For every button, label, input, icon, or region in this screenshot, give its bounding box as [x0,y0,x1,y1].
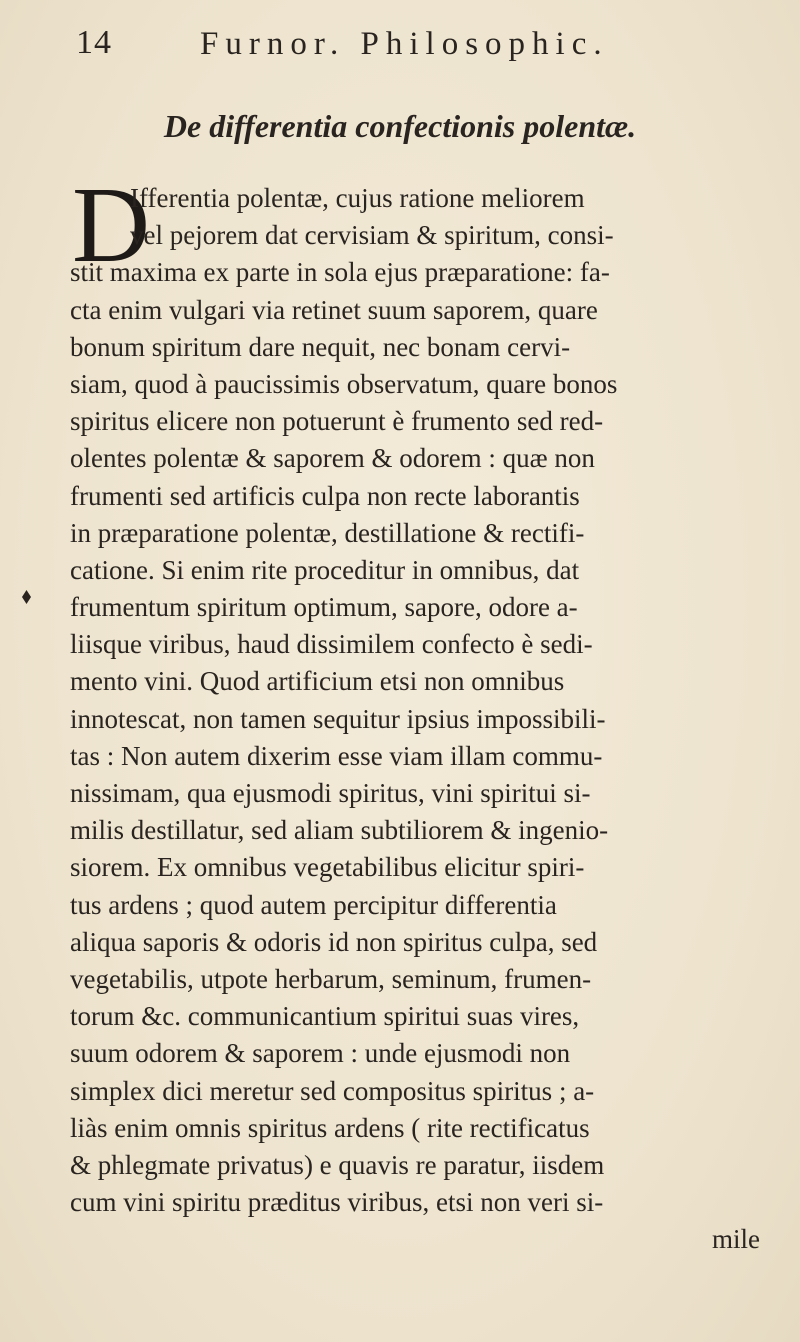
text-line: torum &c. communicantium spiritui suas vires, [70,1001,580,1032]
text-line: frumentum spiritum optimum, sapore, odore a- [70,592,578,623]
margin-mark-icon [22,590,31,604]
text-line: mento vini. Quod artificium etsi non omnibus [70,666,565,697]
text-line: spiritus elicere non potuerunt è frumento sed red- [70,406,604,437]
text-line: Ifferentia polentæ, cujus ratione meliorem [130,183,585,213]
text-line: siam, quod à paucissimis observatum, quare bonos [70,368,618,399]
text-line: bonum spiritum dare nequit, nec bonam cervi- [70,331,571,362]
text-line: tus ardens ; quod autem percipitur differentia [70,889,557,920]
text-line: milis destillatur, sed aliam subtiliorem & ingenio- [70,815,609,846]
section-title: De differentia confectionis polentæ. [163,108,637,144]
text-line: vegetabilis, utpote herbarum, seminum, frumen- [70,963,592,994]
text-line: catione. Si enim rite proceditur in omnibus, dat [70,554,580,585]
text-line: tas : Non autem dixerim esse viam illam commu- [70,740,603,771]
text-line: liàs enim omnis spiritus ardens ( rite rectificatus [70,1112,590,1143]
text-line: & phlegmate privatus) e quavis re paratur, iisdem [70,1149,605,1180]
text-line: stit maxima ex parte in sola ejus præparatione: fa- [70,257,610,288]
text-line: in præparatione polentæ, destillatione & rectifi- [70,517,585,548]
page-header [0,24,800,74]
text-line: siorem. Ex omnibus vegetabilibus elicitur spiri- [70,852,585,883]
body-text [70,166,800,1258]
running-head: Furnor. Philosophic. [200,26,609,62]
text-line: suum odorem & saporem : unde ejusmodi non [70,1038,571,1069]
text-line: cta enim vulgari via retinet suum saporem, quare [70,294,598,325]
drop-cap: D [72,166,150,285]
text-line: olentes polentæ & saporem & odorem : quæ non [70,443,595,474]
text-line: nissimam, qua ejusmodi spiritus, vini spiritui si- [70,778,591,808]
text-line: cum vini spiritu præditus viribus, etsi non veri si- [70,1187,604,1218]
text-line: simplex dici meretur sed compositus spiritus ; a- [70,1075,595,1106]
page-number: 14 [76,24,112,61]
text-line-catchword: mile [712,1224,760,1255]
text-line: innotescat, non tamen sequitur ipsius impossibili- [70,703,606,734]
text-line: aliqua saporis & odoris id non spiritus culpa, sed [70,926,598,957]
text-line: vel pejorem dat cervisiam & spiritum, consi- [130,220,614,251]
text-line: liisque viribus, haud dissimilem confecto è sedi- [70,629,593,660]
text-line: frumenti sed artificis culpa non recte laborantis [70,480,580,511]
